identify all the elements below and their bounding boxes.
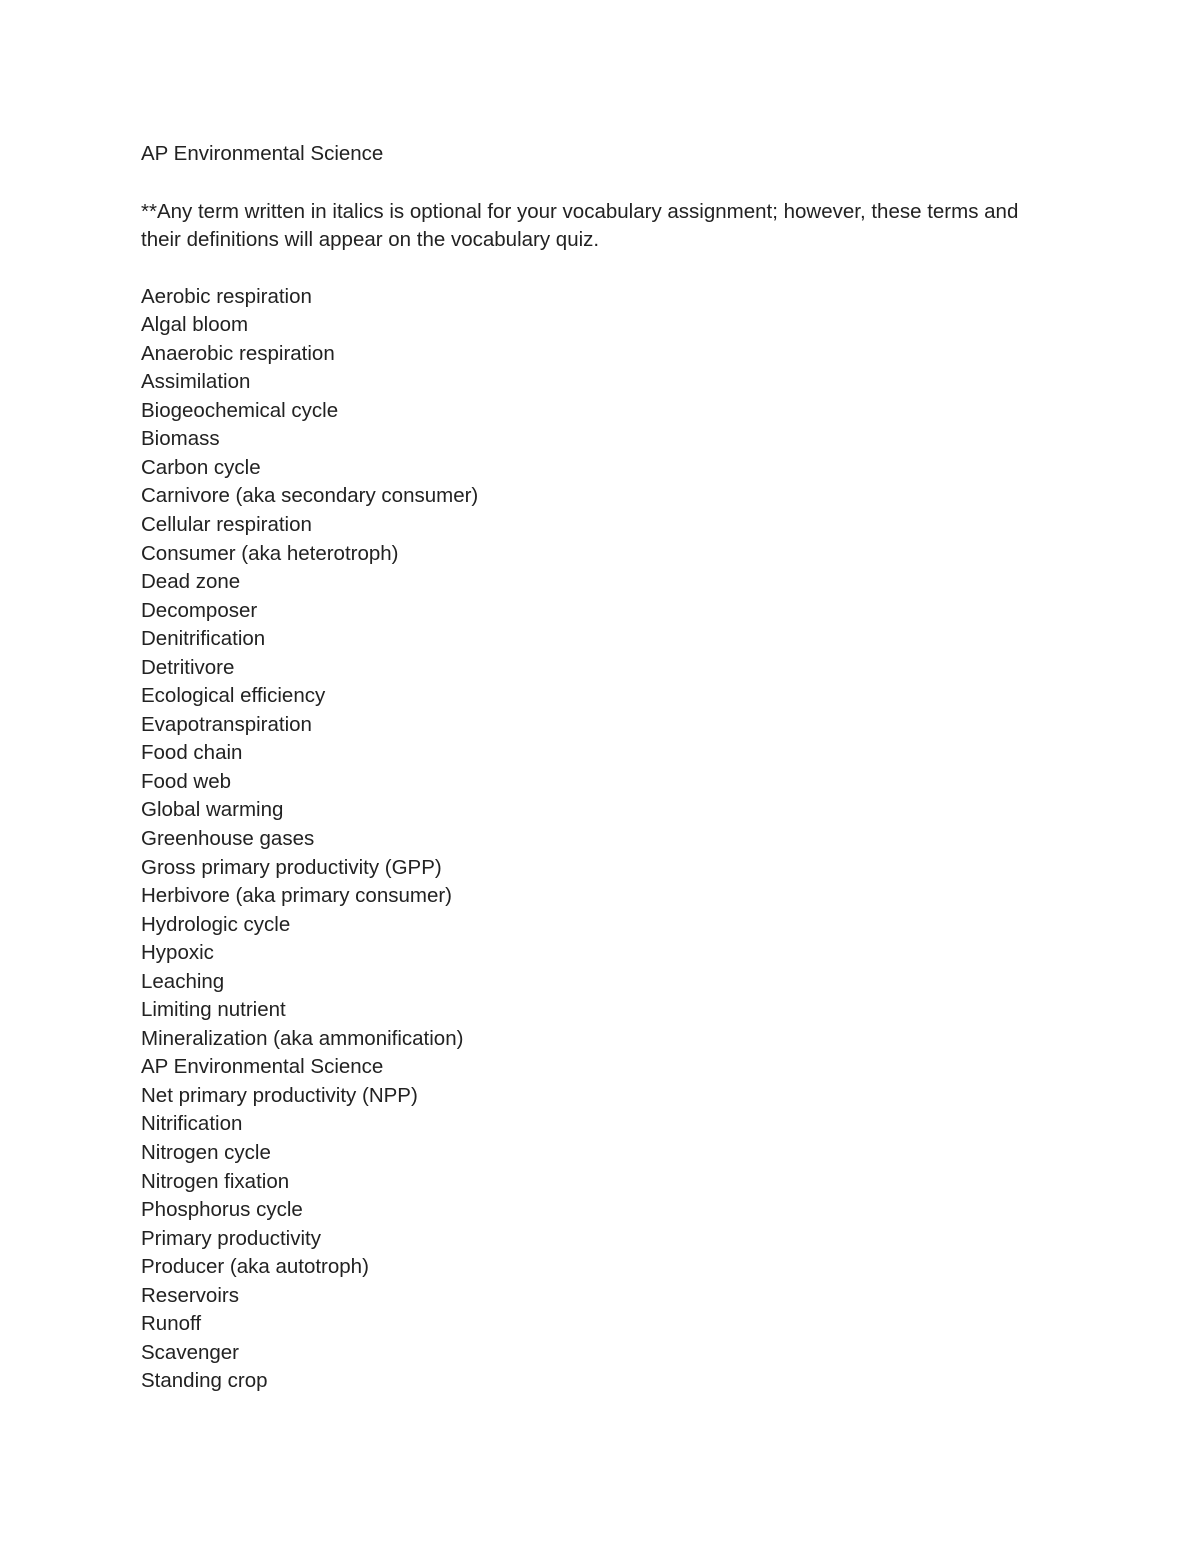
vocabulary-term: Evapotranspiration [141,712,312,736]
vocabulary-term: Consumer (aka heterotroph) [141,541,399,565]
vocabulary-term: Runoff [141,1312,202,1336]
vocabulary-term: Phosphorus cycle [141,1198,303,1222]
vocabulary-term: Primary productivity [141,1226,321,1250]
vocabulary-term: Denitrification [141,627,266,651]
vocabulary-term: Biomass [141,427,220,451]
vocabulary-term: Nitrogen fixation [141,1169,290,1193]
vocabulary-term: Food web [141,769,232,793]
vocabulary-term: Scavenger [141,1340,240,1364]
vocabulary-term: Cellular respiration [141,512,312,536]
vocabulary-term: Global warming [141,798,284,822]
vocabulary-term: Standing crop [141,1369,268,1393]
vocabulary-term: Limiting nutrient [141,998,286,1022]
vocabulary-term: Aerobic respiration [141,284,312,308]
vocabulary-term: Dead zone [141,570,241,594]
vocabulary-term: Hydrologic cycle [141,912,291,936]
instruction-note: **Any term written in italics is optional for your vocabulary assignment; however, these terms and their definitions will appear on the vocabulary quiz. [141,199,1019,251]
vocabulary-term: Producer (aka autotroph) [141,1255,369,1279]
document-title: AP Environmental Science [141,142,384,165]
vocabulary-term: Carnivore (aka secondary consumer) [141,484,479,508]
vocabulary-term: AP Environmental Science [141,1055,384,1079]
vocabulary-term: Hypoxic [141,941,214,965]
vocabulary-term: Greenhouse gases [141,826,315,850]
vocabulary-term: Leaching [141,969,225,993]
document-content [141,140,1041,1396]
vocabulary-term: Assimilation [141,370,251,394]
vocabulary-term: Anaerobic respiration [141,341,335,365]
vocabulary-term-list [141,283,1041,1396]
vocabulary-term: Ecological efficiency [141,684,326,708]
vocabulary-term: Herbivore (aka primary consumer) [141,884,453,908]
vocabulary-term: Food chain [141,741,243,765]
vocabulary-term: Carbon cycle [141,455,261,479]
vocabulary-term: Gross primary productivity (GPP) [141,855,442,879]
vocabulary-term: Reservoirs [141,1283,239,1307]
vocabulary-term: Nitrogen cycle [141,1141,271,1164]
vocabulary-term: Nitrification [141,1112,243,1136]
vocabulary-term: Decomposer [141,598,258,622]
vocabulary-term: Net primary productivity (NPP) [141,1083,418,1107]
vocabulary-term: Detritivore [141,655,235,679]
vocabulary-term: Algal bloom [141,313,249,337]
vocabulary-term: Mineralization (aka ammonification) [141,1026,464,1050]
vocabulary-term: Biogeochemical cycle [141,398,339,422]
